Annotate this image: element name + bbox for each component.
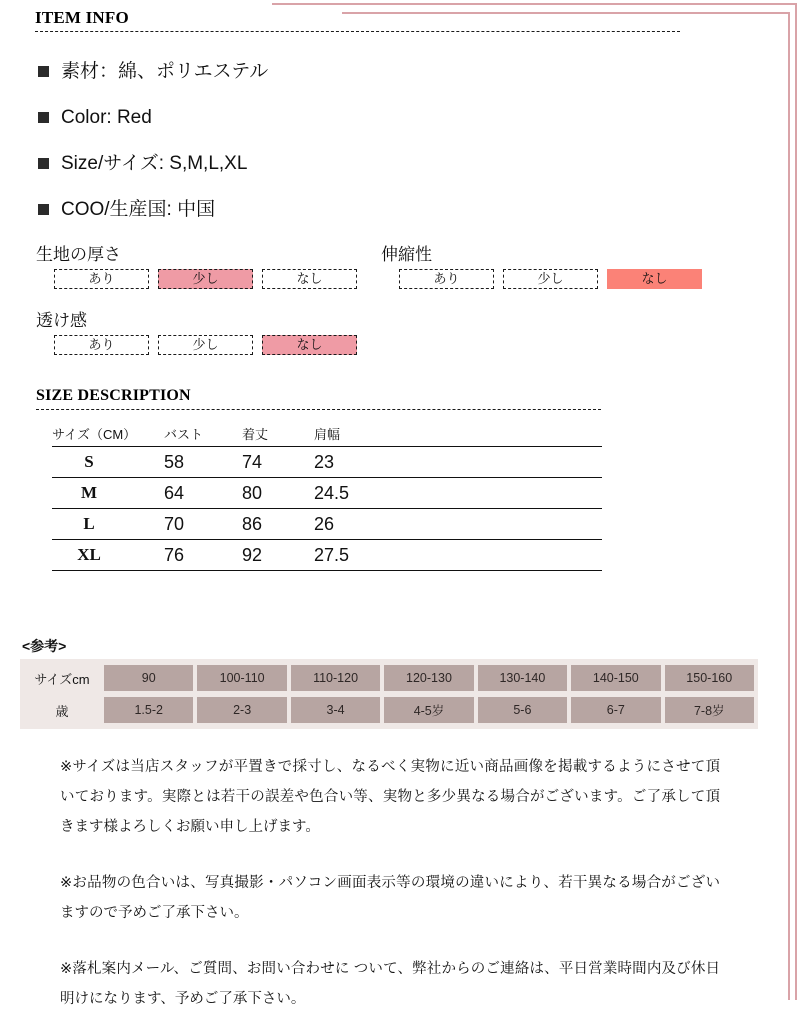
- column-header-bust: バスト: [164, 420, 242, 447]
- cell-length-s: 74: [242, 447, 314, 478]
- square-bullet-icon: [38, 158, 49, 169]
- option-stretch-sukoshi[interactable]: 少し: [503, 269, 598, 289]
- option-sheerness-sukoshi[interactable]: 少し: [158, 335, 253, 355]
- table-row: [52, 540, 602, 571]
- table-row: [52, 509, 602, 540]
- cell-shoulder-s: 23: [314, 447, 602, 478]
- reference-cell-size-0: 90: [104, 665, 193, 691]
- table-row: [52, 478, 602, 509]
- cell-shoulder-m: 24.5: [314, 478, 602, 509]
- reference-row-label-age: 歳: [55, 703, 69, 719]
- size-description-divider: [36, 409, 601, 410]
- cell-bust-l: 70: [164, 509, 242, 540]
- size-description-table: [52, 420, 602, 571]
- reference-caption: <参考>: [22, 638, 67, 654]
- list-item: [38, 140, 638, 186]
- item-info-list: [38, 48, 638, 232]
- item-info-material: 素材：綿、ポリエステル: [61, 60, 269, 82]
- reference-cell-size-4: 130-140: [478, 665, 567, 691]
- option-stretch-ari[interactable]: あり: [399, 269, 494, 289]
- item-info-size: Size/サイズ: S,M,L,XL: [61, 152, 248, 174]
- property-options-stretch: [399, 269, 702, 289]
- item-info-coo: COO/生産国: 中国: [61, 198, 216, 220]
- square-bullet-icon: [38, 112, 49, 123]
- cell-shoulder-xl: 27.5: [314, 540, 602, 571]
- square-bullet-icon: [38, 66, 49, 77]
- option-sheerness-ari[interactable]: あり: [54, 335, 149, 355]
- reference-cell-age-3: 4-5岁: [384, 697, 473, 723]
- cell-bust-m: 64: [164, 478, 242, 509]
- reference-row-age: [24, 697, 754, 723]
- reference-cell-age-1: 2-3: [197, 697, 286, 723]
- cell-length-l: 86: [242, 509, 314, 540]
- option-thickness-nashi[interactable]: なし: [262, 269, 357, 289]
- list-item: [38, 94, 638, 140]
- cell-size-s: S: [52, 447, 164, 478]
- property-options-thickness: [54, 269, 357, 289]
- column-header-shoulder: 肩幅: [314, 420, 602, 447]
- cell-size-xl: XL: [52, 540, 164, 571]
- reference-cell-age-5: 6-7: [571, 697, 660, 723]
- item-info-color: Color: Red: [61, 106, 152, 128]
- notes-section: [60, 752, 720, 1014]
- property-options-sheerness: [54, 335, 357, 355]
- list-item: [38, 48, 638, 94]
- option-thickness-sukoshi[interactable]: 少し: [158, 269, 253, 289]
- column-header-length: 着丈: [242, 420, 314, 447]
- square-bullet-icon: [38, 204, 49, 215]
- property-group-thickness: [36, 240, 357, 289]
- option-stretch-nashi[interactable]: なし: [607, 269, 702, 289]
- reference-cell-size-1: 100-110: [197, 665, 286, 691]
- cell-bust-s: 58: [164, 447, 242, 478]
- property-group-sheerness: [36, 306, 357, 355]
- cell-length-m: 80: [242, 478, 314, 509]
- reference-cell-age-2: 3-4: [291, 697, 380, 723]
- cell-bust-xl: 76: [164, 540, 242, 571]
- reference-cell-size-5: 140-150: [571, 665, 660, 691]
- table-row: [52, 447, 602, 478]
- property-group-stretch: [381, 240, 702, 289]
- reference-cell-size-2: 110-120: [291, 665, 380, 691]
- cell-size-l: L: [52, 509, 164, 540]
- cell-shoulder-l: 26: [314, 509, 602, 540]
- item-info-heading: ITEM INFO: [35, 8, 129, 27]
- reference-cell-age-6: 7-8岁: [665, 697, 754, 723]
- reference-cell-age-0: 1.5-2: [104, 697, 193, 723]
- cell-size-m: M: [52, 478, 164, 509]
- reference-cell-size-3: 120-130: [384, 665, 473, 691]
- note-contact-hours: ※落札案内メール、ご質問、お問い合わせに ついて、弊社からのご連絡は、平日営業時間内及び休日明けになります、予めご了承下さい。: [60, 961, 720, 1007]
- property-title-thickness: 生地の厚さ: [36, 245, 121, 264]
- item-info-divider: [35, 31, 680, 32]
- note-color-difference: ※お品物の色合いは、写真撮影・パソコン画面表示等の環境の違いにより、若干異なる場合がございますので予めご了承下さい。: [60, 875, 720, 921]
- size-description-heading: SIZE DESCRIPTION: [36, 387, 191, 404]
- reference-table: [20, 659, 758, 729]
- table-header-row: [52, 420, 602, 447]
- note-measurement: ※サイズは当店スタッフが平置きで採寸し、なるべく実物に近い商品画像を掲載するようにさせて頂いております。実際とは若干の誤差や色合い等、実物と多少異なる場合がございます。ご了承して頂きます様よろしくお願い申し上げます。: [60, 759, 720, 835]
- reference-cell-age-4: 5-6: [478, 697, 567, 723]
- property-title-stretch: 伸縮性: [381, 245, 432, 264]
- property-title-sheerness: 透け感: [36, 311, 87, 330]
- list-item: [38, 186, 638, 232]
- reference-row-label-size-cm: サイズcm: [34, 671, 90, 687]
- reference-row-size-cm: [24, 665, 754, 691]
- option-sheerness-nashi[interactable]: なし: [262, 335, 357, 355]
- option-thickness-ari[interactable]: あり: [54, 269, 149, 289]
- cell-length-xl: 92: [242, 540, 314, 571]
- reference-cell-size-6: 150-160: [665, 665, 754, 691]
- column-header-size: サイズ（CM）: [52, 420, 164, 447]
